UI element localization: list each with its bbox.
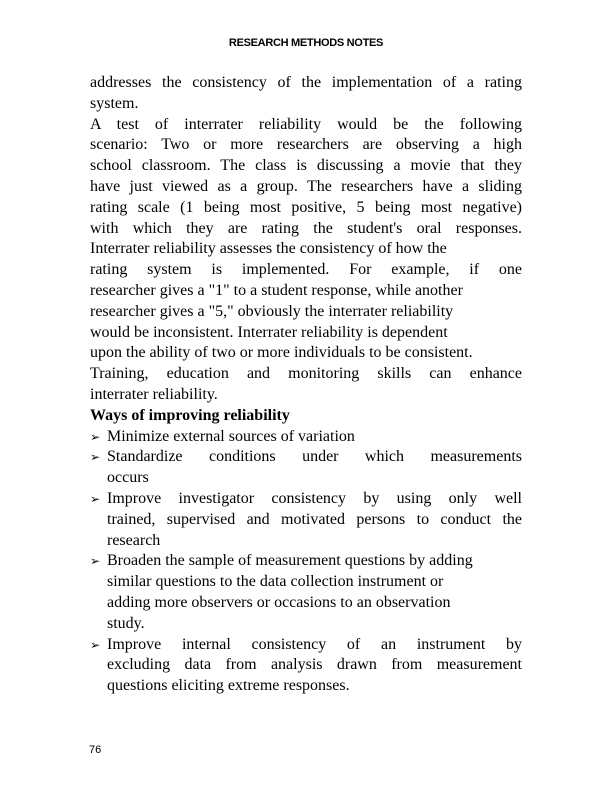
text-line: Interrater reliability assesses the consistency of how the (90, 240, 447, 258)
arrow-bullet-icon: ➢ (90, 491, 101, 506)
text-line: Training, education and monitoring skills can enhance (90, 365, 522, 383)
text-line: adding more observers or occasions to an observation (107, 593, 451, 611)
text-line: researcher gives a "5," obviously the interrater reliability (90, 302, 454, 320)
list-item (90, 635, 522, 697)
list-item (90, 447, 522, 489)
text-line: Standardize conditions under which measurements (107, 448, 522, 466)
reliability-bullet-list (90, 427, 522, 697)
text-line: A test of interrater reliability would be the following (90, 115, 522, 133)
arrow-bullet-icon: ➢ (90, 554, 101, 569)
text-line: similar questions to the data collection instrument or (107, 573, 444, 591)
list-item (90, 427, 522, 448)
running-header: RESEARCH METHODS NOTES (228, 37, 384, 49)
text-line: study. (107, 614, 145, 632)
text-line: have just viewed as a group. The researchers have a sliding (90, 177, 522, 195)
section-heading: Ways of improving reliability (90, 406, 290, 424)
text-line: Broaden the sample of measurement questions by adding (107, 552, 473, 570)
arrow-bullet-icon: ➢ (90, 637, 101, 652)
text-line: excluding data from analysis drawn from measurement (107, 656, 522, 674)
paragraph-intro (90, 73, 522, 115)
text-line: Improve investigator consistency by using only well (107, 489, 522, 507)
text-line: with which they are rating the student's oral responses. (90, 219, 522, 237)
arrow-bullet-icon: ➢ (90, 429, 101, 444)
text-line: Minimize external sources of variation (107, 427, 355, 445)
text-line: rating system is implemented. For example, if one (90, 261, 522, 279)
text-line: rating scale (1 being most positive, 5 being most negative) (90, 198, 522, 216)
text-line: researcher gives a "1" to a student response, while another (90, 281, 463, 299)
text-line: interrater reliability. (90, 385, 218, 403)
text-line: occurs (107, 469, 149, 487)
text-line: would be inconsistent. Interrater reliability is dependent (90, 323, 448, 341)
text-line: school classroom. The class is discussing a movie that they (90, 157, 522, 175)
text-line: Improve internal consistency of an instrument by (107, 635, 522, 653)
list-item (90, 551, 522, 634)
text-line: trained, supervised and motivated persons to conduct the (107, 510, 522, 528)
text-line: scenario: Two or more researchers are observing a high (90, 136, 522, 154)
paragraph-interrater (90, 115, 522, 406)
text-line: system. (90, 94, 139, 112)
text-line: addresses the consistency of the implementation of a rating (90, 74, 522, 91)
text-line: questions eliciting extreme responses. (107, 677, 350, 695)
text-line: upon the ability of two or more individuals to be consistent. (90, 344, 473, 362)
page-body (90, 73, 522, 697)
text-line: research (107, 531, 161, 549)
page-number: 76 (89, 744, 102, 756)
list-item (90, 489, 522, 551)
arrow-bullet-icon: ➢ (90, 450, 101, 465)
